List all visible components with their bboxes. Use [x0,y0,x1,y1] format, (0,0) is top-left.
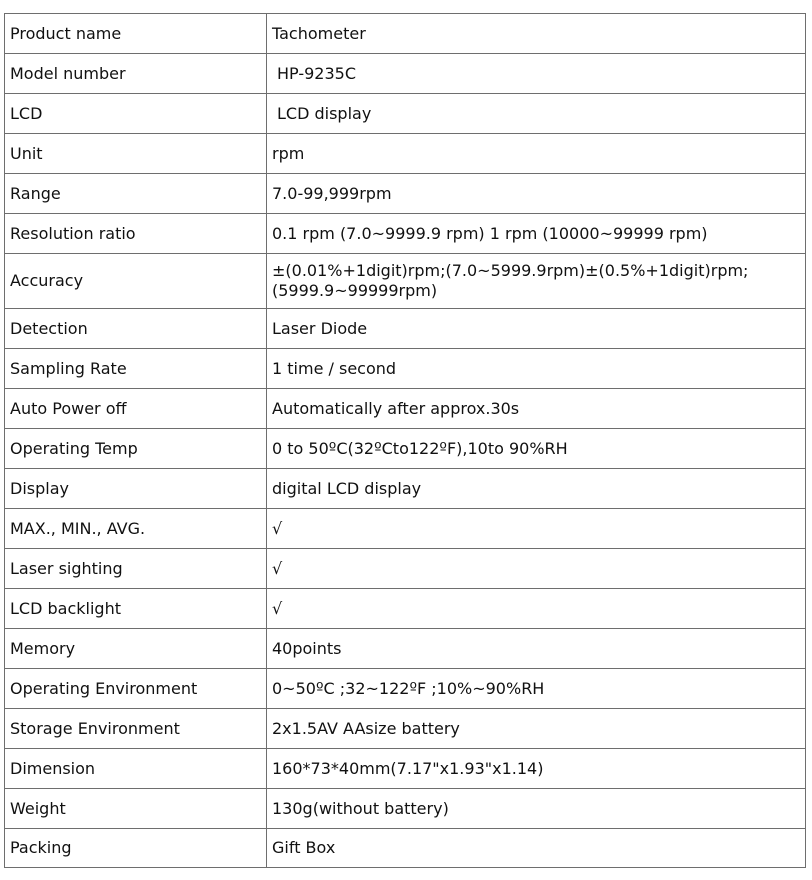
spec-label: Unit [5,134,267,174]
table-row [5,509,806,549]
spec-value: 1 time / second [267,349,806,389]
spec-value: Gift Box [267,829,806,868]
table-row [5,174,806,214]
spec-value: HP-9235C [267,54,806,94]
table-row [5,134,806,174]
table-row [5,214,806,254]
spec-label: Range [5,174,267,214]
spec-label: Operating Temp [5,429,267,469]
table-row [5,94,806,134]
spec-label: Storage Environment [5,709,267,749]
table-row [5,14,806,54]
table-row [5,829,806,868]
spec-label: Operating Environment [5,669,267,709]
table-row [5,549,806,589]
spec-value: Laser Diode [267,309,806,349]
spec-label: Sampling Rate [5,349,267,389]
spec-label: Accuracy [5,254,267,309]
spec-table [4,13,806,868]
table-row [5,389,806,429]
table-row [5,54,806,94]
spec-value: 160*73*40mm(7.17"x1.93"x1.14) [267,749,806,789]
spec-label: Auto Power off [5,389,267,429]
spec-value: 7.0-99,999rpm [267,174,806,214]
table-row [5,309,806,349]
spec-label: Detection [5,309,267,349]
table-row [5,709,806,749]
table-row [5,254,806,309]
spec-value: 130g(without battery) [267,789,806,829]
spec-label: LCD [5,94,267,134]
table-row [5,349,806,389]
spec-label: LCD backlight [5,589,267,629]
spec-value: 0 to 50ºC(32ºCto122ºF),10to 90%RH [267,429,806,469]
table-row [5,749,806,789]
spec-label: MAX., MIN., AVG. [5,509,267,549]
spec-value: √ [267,509,806,549]
spec-value: 0.1 rpm (7.0~9999.9 rpm) 1 rpm (10000~99999 rpm) [267,214,806,254]
spec-value: digital LCD display [267,469,806,509]
spec-value: LCD display [267,94,806,134]
table-row [5,429,806,469]
spec-value: √ [267,589,806,629]
spec-value: Automatically after approx.30s [267,389,806,429]
table-row [5,589,806,629]
spec-label: Weight [5,789,267,829]
table-row [5,469,806,509]
spec-value: Tachometer [267,14,806,54]
spec-label: Packing [5,829,267,868]
spec-value: 0~50ºC ;32~122ºF ;10%~90%RH [267,669,806,709]
spec-value: rpm [267,134,806,174]
spec-label: Dimension [5,749,267,789]
spec-value: ±(0.01%+1digit)rpm;(7.0~5999.9rpm)±(0.5%+1digit)rpm;(5999.9~99999rpm) [267,254,806,309]
table-row [5,789,806,829]
table-row [5,669,806,709]
spec-label: Laser sighting [5,549,267,589]
spec-value: 2x1.5AV AAsize battery [267,709,806,749]
spec-value: 40points [267,629,806,669]
table-row [5,629,806,669]
spec-label: Product name [5,14,267,54]
spec-label: Resolution ratio [5,214,267,254]
spec-value: √ [267,549,806,589]
spec-label: Display [5,469,267,509]
spec-label: Memory [5,629,267,669]
spec-label: Model number [5,54,267,94]
